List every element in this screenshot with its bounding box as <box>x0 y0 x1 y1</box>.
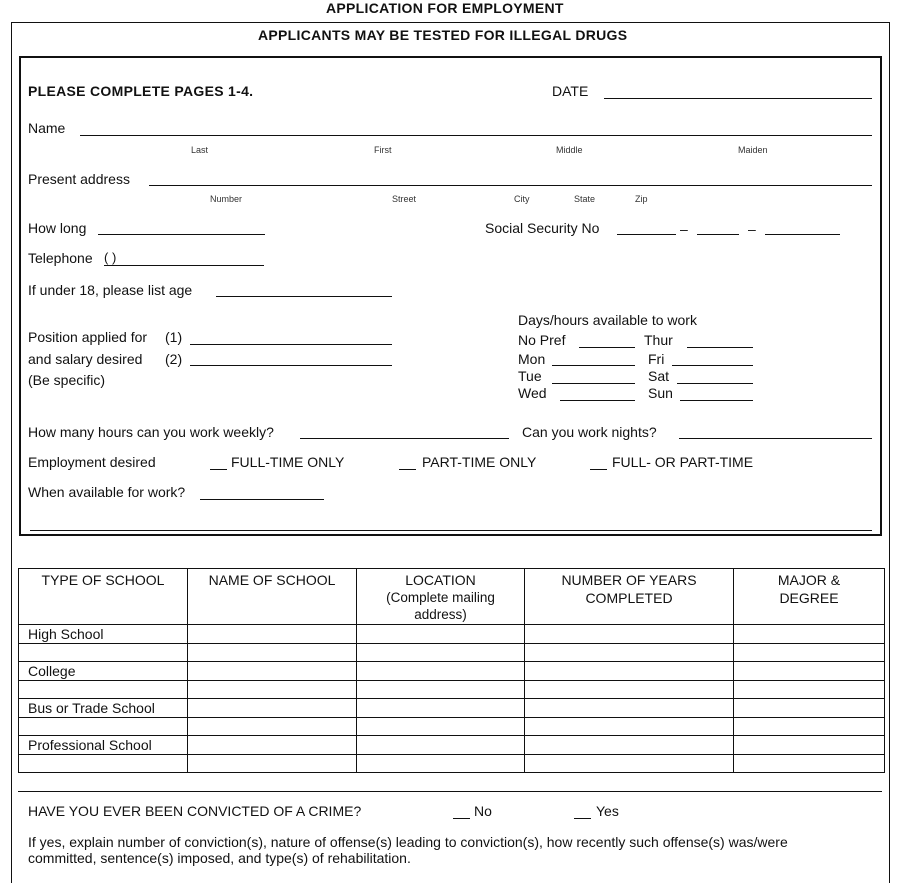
crime-explain-line-2: committed, sentence(s) imposed, and type(s) of rehabilitation. <box>28 850 411 866</box>
date-label: DATE <box>552 83 589 99</box>
table-cell[interactable] <box>357 736 525 755</box>
day-label-sun: Sun <box>648 385 673 401</box>
table-cell[interactable] <box>188 643 357 662</box>
col-name-of-school: NAME OF SCHOOL <box>188 569 357 625</box>
days-available-title: Days/hours available to work <box>518 312 697 328</box>
table-cell[interactable] <box>357 643 525 662</box>
full-or-part-time-option: FULL- OR PART-TIME <box>612 454 754 470</box>
col-type-of-school: TYPE OF SCHOOL <box>19 569 188 625</box>
table-cell[interactable] <box>188 754 357 773</box>
table-cell[interactable] <box>357 662 525 681</box>
position-1-marker: (1) <box>165 329 183 345</box>
table-cell[interactable] <box>357 717 525 736</box>
how-long-field[interactable] <box>98 234 265 235</box>
school-type-cell: High School <box>19 625 188 644</box>
employment-desired-label: Employment desired <box>28 454 156 470</box>
ssn-field-3[interactable] <box>765 234 840 235</box>
table-cell[interactable] <box>734 643 885 662</box>
table-cell[interactable] <box>188 736 357 755</box>
part-time-checkbox[interactable] <box>399 469 416 470</box>
table-row <box>19 662 885 681</box>
school-type-cell <box>19 717 188 736</box>
day-label-fri: Fri <box>648 351 665 367</box>
ssn-label: Social Security No <box>485 220 600 236</box>
mon-field[interactable] <box>552 365 635 366</box>
form-title: APPLICATION FOR EMPLOYMENT <box>326 0 564 16</box>
school-type-cell: College <box>19 662 188 681</box>
table-cell[interactable] <box>734 699 885 718</box>
col-major-degree: MAJOR & DEGREE <box>734 569 885 625</box>
address-city-caption: City <box>514 194 530 204</box>
telephone-field[interactable] <box>104 265 264 266</box>
name-middle-caption: Middle <box>556 145 583 155</box>
table-cell[interactable] <box>525 699 734 718</box>
school-type-cell: Professional School <box>19 736 188 755</box>
work-nights-field[interactable] <box>679 438 872 439</box>
address-state-caption: State <box>574 194 596 204</box>
table-row <box>19 736 885 755</box>
day-label-thur: Thur <box>644 332 673 348</box>
date-field[interactable] <box>604 98 872 99</box>
address-label: Present address <box>28 171 130 187</box>
crime-question: HAVE YOU EVER BEEN CONVICTED OF A CRIME? <box>28 803 362 819</box>
school-type-cell <box>19 643 188 662</box>
table-row <box>19 717 885 736</box>
table-cell[interactable] <box>525 736 734 755</box>
table-cell[interactable] <box>188 699 357 718</box>
work-nights-label: Can you work nights? <box>522 424 657 440</box>
how-long-label: How long <box>28 220 87 236</box>
table-row <box>19 754 885 773</box>
crime-yes-checkbox[interactable] <box>574 818 591 819</box>
ssn-field-1[interactable] <box>617 234 676 235</box>
day-label-no-pref: No Pref <box>518 332 566 348</box>
table-row <box>19 699 885 718</box>
position-2-field[interactable] <box>190 365 392 366</box>
table-cell[interactable] <box>188 625 357 644</box>
table-cell[interactable] <box>734 717 885 736</box>
no-pref-field[interactable] <box>579 347 635 348</box>
education-header-row <box>19 569 885 625</box>
school-type-cell <box>19 754 188 773</box>
education-table <box>18 568 885 773</box>
table-cell[interactable] <box>734 754 885 773</box>
address-number-caption: Number <box>210 194 243 204</box>
crime-yes-option: Yes <box>596 803 619 819</box>
full-time-checkbox[interactable] <box>210 469 227 470</box>
telephone-area-paren: ( ) <box>104 250 117 265</box>
day-label-tue: Tue <box>518 368 542 384</box>
sat-field[interactable] <box>677 383 753 384</box>
table-cell[interactable] <box>734 680 885 699</box>
table-cell[interactable] <box>734 625 885 644</box>
name-last-caption: Last <box>191 145 209 155</box>
crime-explain-line-1: If yes, explain number of conviction(s), nature of offense(s) leading to conviction(s), how recently such offense(s) was/were <box>28 834 788 850</box>
hours-weekly-field[interactable] <box>300 438 509 439</box>
table-cell[interactable] <box>525 754 734 773</box>
name-first-caption: First <box>374 145 392 155</box>
table-cell[interactable] <box>525 680 734 699</box>
when-available-label: When available for work? <box>28 484 186 500</box>
fri-field[interactable] <box>672 365 753 366</box>
table-row <box>19 643 885 662</box>
section-rule <box>30 530 872 531</box>
table-row <box>19 680 885 699</box>
tue-field[interactable] <box>552 383 635 384</box>
table-cell[interactable] <box>357 680 525 699</box>
name-maiden-caption: Maiden <box>738 145 768 155</box>
table-cell[interactable] <box>525 662 734 681</box>
table-cell[interactable] <box>188 662 357 681</box>
salary-label: and salary desired <box>28 351 143 367</box>
thur-field[interactable] <box>687 347 753 348</box>
table-cell[interactable] <box>188 717 357 736</box>
position-2-marker: (2) <box>165 351 183 367</box>
crime-no-option: No <box>474 803 492 819</box>
col-years-completed: NUMBER OF YEARS COMPLETED <box>525 569 734 625</box>
instruction-text: PLEASE COMPLETE PAGES 1-4. <box>28 83 254 99</box>
drug-test-notice: APPLICANTS MAY BE TESTED FOR ILLEGAL DRUGS <box>258 27 628 43</box>
table-cell[interactable] <box>525 643 734 662</box>
when-available-field[interactable] <box>200 499 324 500</box>
table-row <box>19 625 885 644</box>
table-cell[interactable] <box>188 680 357 699</box>
table-cell[interactable] <box>357 699 525 718</box>
under-18-label: If under 18, please list age <box>28 282 193 298</box>
age-field[interactable] <box>216 296 392 297</box>
telephone-label: Telephone <box>28 250 93 266</box>
table-cell[interactable] <box>734 736 885 755</box>
school-type-cell: Bus or Trade School <box>19 699 188 718</box>
name-field[interactable] <box>80 135 872 136</box>
day-label-wed: Wed <box>518 385 547 401</box>
position-1-field[interactable] <box>190 344 392 345</box>
address-street-caption: Street <box>392 194 417 204</box>
full-or-part-time-checkbox[interactable] <box>590 469 607 470</box>
ssn-field-2[interactable] <box>697 234 739 235</box>
position-label: Position applied for <box>28 329 148 345</box>
crime-section-rule <box>18 791 882 792</box>
ssn-separator-2: – <box>748 221 756 237</box>
crime-no-checkbox[interactable] <box>453 818 470 819</box>
table-cell[interactable] <box>525 717 734 736</box>
ssn-separator-1: – <box>680 221 688 237</box>
address-field[interactable] <box>149 185 872 186</box>
address-zip-caption: Zip <box>635 194 648 204</box>
hours-weekly-label: How many hours can you work weekly? <box>28 424 274 440</box>
part-time-option: PART-TIME ONLY <box>422 454 537 470</box>
table-cell[interactable] <box>734 662 885 681</box>
sun-field[interactable] <box>680 400 753 401</box>
day-label-mon: Mon <box>518 351 546 367</box>
name-label: Name <box>28 120 66 136</box>
school-type-cell <box>19 680 188 699</box>
full-time-option: FULL-TIME ONLY <box>231 454 345 470</box>
col-location: LOCATION (Complete mailing address) <box>357 569 525 625</box>
table-cell[interactable] <box>357 625 525 644</box>
table-cell[interactable] <box>357 754 525 773</box>
table-cell[interactable] <box>525 625 734 644</box>
wed-field[interactable] <box>560 400 635 401</box>
day-label-sat: Sat <box>648 368 670 384</box>
be-specific-note: (Be specific) <box>28 372 106 388</box>
